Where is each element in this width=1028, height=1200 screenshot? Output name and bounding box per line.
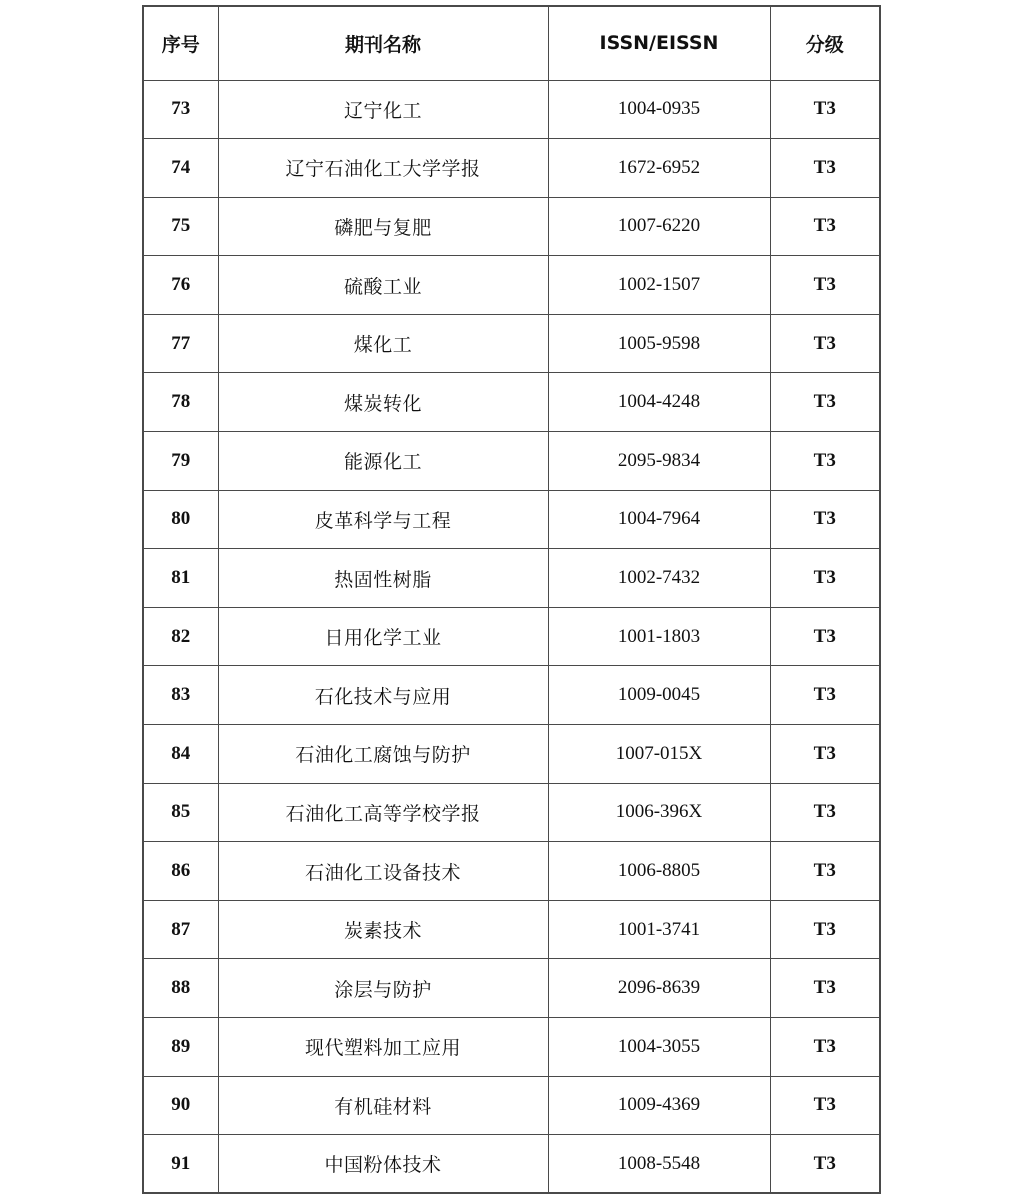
issn-value: 1004-3055 bbox=[548, 1018, 770, 1077]
journal-name: 煤化工 bbox=[218, 314, 548, 373]
row-number: 81 bbox=[143, 549, 218, 608]
journal-name: 现代塑料加工应用 bbox=[218, 1018, 548, 1077]
issn-value: 1002-1507 bbox=[548, 256, 770, 315]
issn-value: 1007-015X bbox=[548, 725, 770, 784]
header-row bbox=[143, 6, 880, 80]
grade-value: T3 bbox=[770, 783, 880, 842]
table-row bbox=[143, 80, 880, 139]
journal-name: 皮革科学与工程 bbox=[218, 490, 548, 549]
header-issn: ISSN/EISSN bbox=[548, 6, 770, 80]
grade-value: T3 bbox=[770, 314, 880, 373]
issn-value: 1004-0935 bbox=[548, 80, 770, 139]
issn-value: 2095-9834 bbox=[548, 432, 770, 491]
grade-value: T3 bbox=[770, 725, 880, 784]
row-number: 91 bbox=[143, 1135, 218, 1194]
row-number: 76 bbox=[143, 256, 218, 315]
row-number: 78 bbox=[143, 373, 218, 432]
table-row bbox=[143, 549, 880, 608]
table-row bbox=[143, 314, 880, 373]
journal-name: 煤炭转化 bbox=[218, 373, 548, 432]
grade-value: T3 bbox=[770, 900, 880, 959]
issn-value: 1006-396X bbox=[548, 783, 770, 842]
table-header bbox=[143, 6, 880, 80]
grade-value: T3 bbox=[770, 80, 880, 139]
journal-table bbox=[142, 5, 881, 1194]
issn-value: 1009-4369 bbox=[548, 1076, 770, 1135]
table-row bbox=[143, 139, 880, 198]
table-row bbox=[143, 900, 880, 959]
row-number: 86 bbox=[143, 842, 218, 901]
issn-value: 1001-3741 bbox=[548, 900, 770, 959]
table-row bbox=[143, 1135, 880, 1194]
table-body bbox=[143, 80, 880, 1193]
grade-value: T3 bbox=[770, 549, 880, 608]
journal-name: 热固性树脂 bbox=[218, 549, 548, 608]
table-row bbox=[143, 725, 880, 784]
header-no: 序号 bbox=[143, 6, 218, 80]
issn-value: 1672-6952 bbox=[548, 139, 770, 198]
grade-value: T3 bbox=[770, 432, 880, 491]
issn-value: 1004-7964 bbox=[548, 490, 770, 549]
row-number: 87 bbox=[143, 900, 218, 959]
table-row bbox=[143, 256, 880, 315]
issn-value: 1009-0045 bbox=[548, 666, 770, 725]
table-row bbox=[143, 197, 880, 256]
table-row bbox=[143, 666, 880, 725]
journal-name: 日用化学工业 bbox=[218, 607, 548, 666]
journal-name: 石油化工腐蚀与防护 bbox=[218, 725, 548, 784]
grade-value: T3 bbox=[770, 373, 880, 432]
journal-name: 能源化工 bbox=[218, 432, 548, 491]
issn-value: 1007-6220 bbox=[548, 197, 770, 256]
issn-value: 1001-1803 bbox=[548, 607, 770, 666]
row-number: 88 bbox=[143, 959, 218, 1018]
row-number: 82 bbox=[143, 607, 218, 666]
table-row bbox=[143, 490, 880, 549]
row-number: 89 bbox=[143, 1018, 218, 1077]
journal-name: 石化技术与应用 bbox=[218, 666, 548, 725]
row-number: 75 bbox=[143, 197, 218, 256]
issn-value: 2096-8639 bbox=[548, 959, 770, 1018]
issn-value: 1006-8805 bbox=[548, 842, 770, 901]
journal-name: 石油化工设备技术 bbox=[218, 842, 548, 901]
row-number: 73 bbox=[143, 80, 218, 139]
row-number: 79 bbox=[143, 432, 218, 491]
row-number: 85 bbox=[143, 783, 218, 842]
grade-value: T3 bbox=[770, 1076, 880, 1135]
issn-value: 1008-5548 bbox=[548, 1135, 770, 1194]
grade-value: T3 bbox=[770, 842, 880, 901]
issn-value: 1004-4248 bbox=[548, 373, 770, 432]
journal-name: 涂层与防护 bbox=[218, 959, 548, 1018]
journal-name: 石油化工高等学校学报 bbox=[218, 783, 548, 842]
grade-value: T3 bbox=[770, 1135, 880, 1194]
table-row bbox=[143, 607, 880, 666]
row-number: 74 bbox=[143, 139, 218, 198]
grade-value: T3 bbox=[770, 490, 880, 549]
issn-value: 1005-9598 bbox=[548, 314, 770, 373]
journal-name: 辽宁石油化工大学学报 bbox=[218, 139, 548, 198]
table-row bbox=[143, 783, 880, 842]
grade-value: T3 bbox=[770, 666, 880, 725]
journal-name: 硫酸工业 bbox=[218, 256, 548, 315]
row-number: 77 bbox=[143, 314, 218, 373]
header-journal-name: 期刊名称 bbox=[218, 6, 548, 80]
grade-value: T3 bbox=[770, 607, 880, 666]
grade-value: T3 bbox=[770, 1018, 880, 1077]
journal-name: 炭素技术 bbox=[218, 900, 548, 959]
header-grade: 分级 bbox=[770, 6, 880, 80]
row-number: 83 bbox=[143, 666, 218, 725]
grade-value: T3 bbox=[770, 256, 880, 315]
journal-name: 辽宁化工 bbox=[218, 80, 548, 139]
table-row bbox=[143, 842, 880, 901]
issn-value: 1002-7432 bbox=[548, 549, 770, 608]
grade-value: T3 bbox=[770, 197, 880, 256]
table-row bbox=[143, 1076, 880, 1135]
grade-value: T3 bbox=[770, 139, 880, 198]
journal-name: 中国粉体技术 bbox=[218, 1135, 548, 1194]
table-row bbox=[143, 432, 880, 491]
journal-name: 磷肥与复肥 bbox=[218, 197, 548, 256]
row-number: 84 bbox=[143, 725, 218, 784]
table-row bbox=[143, 1018, 880, 1077]
row-number: 90 bbox=[143, 1076, 218, 1135]
row-number: 80 bbox=[143, 490, 218, 549]
grade-value: T3 bbox=[770, 959, 880, 1018]
journal-name: 有机硅材料 bbox=[218, 1076, 548, 1135]
table-row bbox=[143, 373, 880, 432]
table-row bbox=[143, 959, 880, 1018]
